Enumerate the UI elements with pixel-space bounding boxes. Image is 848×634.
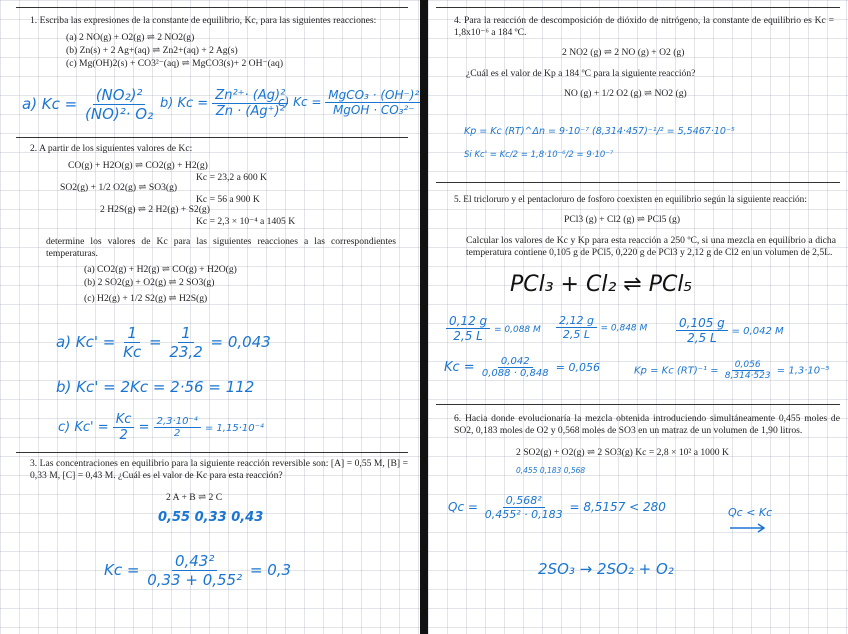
q5-hw-f3 [676,316,728,345]
q1-title: 1. Escriba las expresiones de la constante de equilibrio, Kc, para las siguientes reacciones: [30,15,377,26]
q3-title: 3. Las concentraciones en equilibrio para la siguiente reacción reversible son: [A] = 0,55 M, [B] = 0,33 M, [C] = 0,43 M. ¿Cuál es el valor de Kc para esta reacción? [30,458,408,481]
q4-title: 4. Para la reacción de descomposición de dióxido de nitrógeno, la constante de equilibrio es Kc = 1,8x10⁻⁶ a 184 ºC. [454,15,834,38]
q2-hw-a-fraction-1 [120,324,144,361]
q6-reaction: 2 SO2(g) + O2(g) ⇌ 2 SO3(g) Kc = 2,8 × 10² a 1000 K [516,447,729,458]
q5-hw-f1-num: 0,12 g [446,314,490,329]
q2-kc-1: Kc = 23,2 a 600 K [196,172,267,183]
q5-hw-f3-num: 0,105 g [676,316,728,331]
q4-q5-separator [436,182,840,183]
q1-hw-c-num: MgCO₃ · (OH⁻)² [325,88,420,103]
q5-paragraph: Calcular los valores de Kc y Kp para esta reacción a 250 ºC, si una mezcla en equilibrio a dicha temperatura contiene 0,105 g de PCl5, 0,220 g de PCl3 y 2,12 g de Cl2 en un volumen de 2,5L. [466,235,836,258]
q4-hw-kc-prime: Si Kc' = Kc/2 = 1,8·10⁻⁶/2 = 9·10⁻⁷ [464,150,614,160]
q5-hw-conc-1 [446,314,541,343]
q4-reaction-2: NO (g) + 1/2 O2 (g) ⇌ NO2 (g) [564,88,687,99]
right-worksheet-page [428,0,848,634]
q2-reaction-c: (c) H2(g) + 1/2 S2(g) ⇌ H2S(g) [84,293,208,304]
q6-hw-conclusion: 2SO₃ → 2SO₂ + O₂ [538,560,674,578]
q2-hw-c-label: c) Kc' = [58,420,109,435]
q5-hw-f2-res: = 0,848 M [600,323,648,334]
q3-hw-answer [104,552,291,589]
q5-hw-kc-label: Kc = [444,360,475,375]
q3-hw-num: 0,43² [172,552,217,571]
q2-hw-c-f1-den: 2 [119,428,128,443]
q6-hw-qc-num: 0,568² [503,494,545,508]
q2-q3-separator [16,452,408,453]
q6-hw-arrow [728,523,768,533]
q5-hw-f1 [446,314,490,343]
q2-hw-a-f1-num: 1 [124,324,140,343]
q2-hw-c-f1-num: Kc [113,412,135,428]
q1-hw-a-label: a) Kc = [22,95,78,113]
q5-hw-conc-2 [556,314,647,341]
q3-hw-result: = 0,3 [249,561,292,579]
q2-paragraph: determine los valores de Kc para las siguientes reacciones a las correspondientes temperaturas. [46,236,396,259]
q5-hw-f3-res: = 0,042 M [731,326,784,337]
q4-hw-kp: Kp = Kc (RT)^Δn = 9·10⁻⁷ (8,314·457)⁻¹/² = 5,5467·10⁻⁵ [464,126,735,137]
q5-hw-kp-fraction [722,360,774,381]
q5-hw-kc [444,356,600,379]
q3-hw-label: Kc = [104,561,140,579]
q1-hw-b-num: Zn²⁺· (Ag)² [212,88,288,104]
q6-hw-qc-den: 0,455² · 0,183 [484,508,563,521]
top-rule-right [436,7,840,8]
q1-hw-a-fraction [82,86,156,123]
q1-hw-c-den: MgOH · CO₃²⁻ [332,103,415,117]
q6-hw-values: 0,455 0,183 0,568 [516,466,586,475]
q1-hw-c-label: c) Kc = [278,95,322,109]
q6-hw-qc [448,494,666,521]
q1-reaction-b: (b) Zn(s) + 2 Ag+(aq) ⇌ Zn2+(aq) + 2 Ag(s) [66,45,238,56]
q5-hw-kc-res: = 0,056 [555,361,600,374]
q5-hw-conc-3 [676,316,784,345]
q1-hw-c-fraction [325,88,420,117]
page-divider [420,0,428,634]
q6-hw-comparison: Qc < Kc [728,506,773,519]
q5-hw-f1-res: = 0,088 M [493,325,541,335]
top-rule-left [16,7,408,8]
q1-hw-answer-b [160,88,288,119]
q5-q6-separator [436,404,840,405]
q1-hw-answer-c [278,88,420,117]
q5-hw-f2-num: 2,12 g [556,314,597,328]
q2-hw-c-fraction-2 [154,416,201,439]
q6-hw-qc-label: Qc = [448,500,478,514]
q2-kc-3: Kc = 2,3 × 10⁻⁴ a 1405 K [196,216,296,227]
q2-hw-a-f2-num: 1 [178,324,194,343]
q2-hw-a-label: a) Kc' = [56,333,116,351]
q6-hw-qc-fraction [482,494,566,521]
q2-hw-a-f1-den: Kc [123,343,142,361]
q2-reaction-b: (b) 2 SO2(g) + O2(g) ⇌ 2 SO3(g) [84,277,215,288]
q5-hw-kc-fraction [479,356,552,379]
q2-reaction-1: CO(g) + H2O(g) ⇌ CO2(g) + H2(g) [68,160,208,171]
q3-hw-den: 0,33 + 0,55² [147,571,243,589]
q2-hw-c-f2-num: 2,3·10⁻⁴ [154,416,201,428]
q6-title: 6. Hacia donde evolucionaría la mezcla obtenida introduciendo simultáneamente 0,455 moles de SO2, 0,183 moles de O2 y 0,568 moles de SO3 en un matraz de un volumen de 1,90 litros. [454,413,840,436]
q1-hw-a-num: (NO₂)² [93,86,146,105]
q2-hw-c-fraction-1 [113,412,135,443]
q5-hw-f3-den: 2,5 L [687,331,717,345]
q5-hw-kc-num: 0,042 [498,356,533,368]
q3-hw-fraction [144,552,245,589]
q2-kc-2: Kc = 56 a 900 K [196,194,260,205]
q1-hw-b-fraction [212,88,288,119]
q3-hw-values: 0,55 0,33 0,43 [158,510,264,525]
q2-hw-c-result: = 1,15·10⁻⁴ [204,423,264,434]
q1-hw-a-den: (NO)²· O₂ [85,105,154,123]
q5-reaction: PCl3 (g) + Cl2 (g) ⇌ PCl5 (g) [564,214,681,225]
q1-hw-answer-a [22,86,156,123]
q4-question: ¿Cuál es el valor de Kp a 184 ºC para la siguiente reacción? [466,68,696,79]
q1-hw-b-label: b) Kc = [160,96,209,111]
q5-title: 5. El tricloruro y el pentacloruro de fosforo coexisten en equilibrio según la siguiente reacción: [454,195,807,205]
q5-hw-kp-den: 8,314·523 [724,371,771,381]
q5-hw-kp [634,360,829,381]
left-worksheet-page [0,0,420,634]
q2-reaction-2: SO2(g) + 1/2 O2(g) ⇌ SO3(g) [60,182,178,193]
q5-hw-f2-den: 2,5 L [562,328,591,341]
q2-title: 2. A partir de los siguientes valores de Kc: [30,143,193,154]
q1-reaction-a: (a) 2 NO(g) + O2(g) ⇌ 2 NO2(g) [66,32,195,43]
q6-hw-qc-res: = 8,5157 < 280 [569,500,666,514]
q2-hw-a-fraction-2 [166,324,205,361]
q5-hw-f1-den: 2,5 L [453,329,483,343]
q2-hw-answer-c: c) Kc' = $\frac{Kc}{2}$ = $\frac{\text{2,3·10⁻⁴}}{2}$ = 1,15·10⁻⁴ [58,412,264,443]
q2-hw-a-result: = 0,043 [210,333,271,351]
q3-reaction: 2 A + B ⇌ 2 C [166,492,223,503]
q5-hw-f2 [556,314,597,341]
q1-q2-separator [16,137,408,138]
q2-reaction-a: (a) CO2(g) + H2(g) ⇌ CO(g) + H2O(g) [84,264,237,275]
q4-reaction: 2 NO2 (g) ⇌ 2 NO (g) + O2 (g) [562,47,685,58]
q5-hw-kp-label: Kp = Kc (RT)⁻¹ = [634,365,719,377]
q1-reaction-c: (c) Mg(OH)2(s) + CO3²⁻(aq) ⇌ MgCO3(s)+ 2 OH⁻(aq) [66,58,284,69]
q5-hw-reaction: PCl₃ + Cl₂ ⇌ PCl₅ [510,272,693,297]
q2-hw-answer-b: b) Kc' = 2Kc = 2·56 = 112 [56,378,255,396]
q2-hw-c-f2-den: 2 [173,428,181,439]
q5-hw-kp-res: = 1,3·10⁻⁵ [776,365,830,377]
q5-hw-kp-num: 0,056 [732,360,764,371]
q2-hw-answer-a: a) Kc' = $\frac{1}{Kc}$ = $\frac{1}{23,2}$ = 0,043 [56,324,271,361]
q1-hw-b-den: Zn · (Ag⁺)² [215,104,285,119]
q2-reaction-3: 2 H2S(g) ⇌ 2 H2(g) + S2(g) [100,204,210,215]
q5-hw-kc-den: 0,088 · 0,848 [481,368,549,379]
q2-hw-a-f2-den: 23,2 [169,343,203,361]
